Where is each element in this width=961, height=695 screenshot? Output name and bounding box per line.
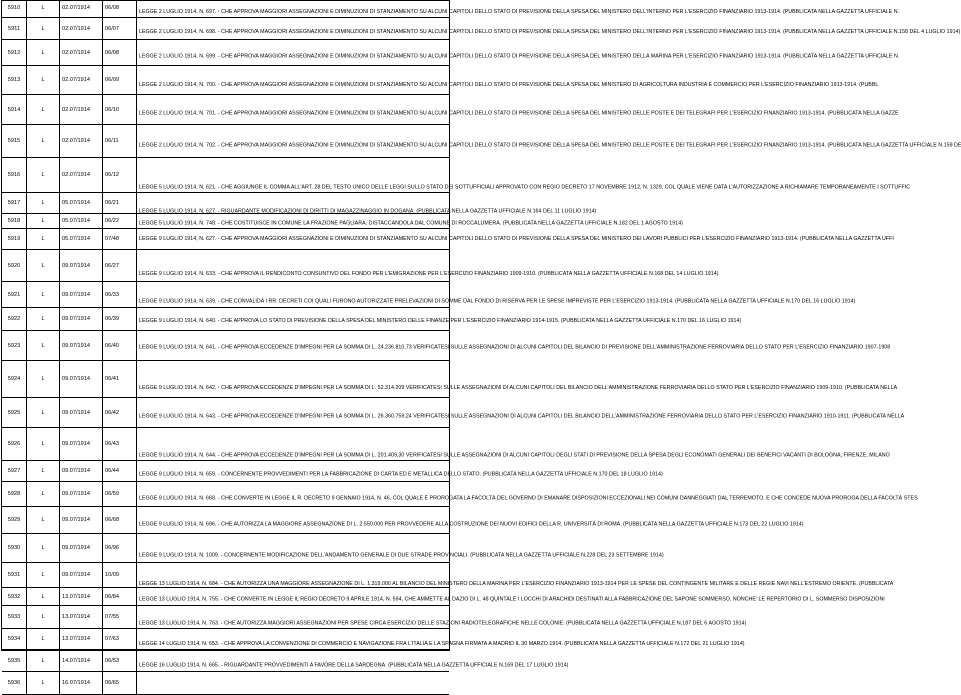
record-type-cell-text: L: [41, 517, 45, 523]
record-date-cell: [60, 250, 103, 281]
record-number-cell-text: 06/96: [105, 545, 119, 551]
record-number-cell: [103, 331, 137, 360]
record-type-cell: [27, 66, 60, 94]
record-number-cell-text: 06/44: [105, 468, 119, 474]
record-date-cell-text: 05.07/1914: [62, 200, 90, 206]
record-number-cell: [103, 482, 137, 506]
record-id-cell-text: 5932: [7, 593, 21, 600]
record-id-cell: [2, 507, 27, 533]
record-id-cell: [2, 193, 27, 213]
record-id-cell: [2, 18, 27, 39]
record-date-cell-text: 09.07/1914: [62, 376, 90, 382]
record-type-cell-text: L: [41, 572, 45, 578]
record-type-cell-text: L: [41, 342, 45, 349]
record-type-cell: [27, 331, 60, 360]
record-id-cell-text: 5935: [7, 657, 21, 664]
record-id-cell-text: 5929: [7, 517, 21, 523]
record-type-cell: [27, 398, 60, 427]
record-type-cell-text: L: [41, 218, 45, 224]
record-number-cell-text: 06/27: [105, 262, 119, 269]
record-date-cell-text: 09.07/1914: [62, 291, 90, 298]
record-description-cell-text: LEGGE 9 LUGLIO 1914, N. 668. - CHE CONVERTE IN LEGGE IL R. DECRETO 9 GENNAIO 1914, N. 46, COL QUALE È PROROGATA LA FACOLTÀ DEL GOVERNO DI EMANARE DISPOSIZIONI ECCEZIONALI NEI COMUNI DANNEGGIATI DAL TERREMOTO, E CHE CONCEDE NUOVA PROROGA DELLA FACOLTÀ STES: [139, 495, 918, 502]
record-description-cell-text: LEGGE 2 LUGLIO 1914, N. 701. - CHE APPROVA MAGGIORI ASSEGNAZIONI E DIMINUZIONI DI STANZIAMENTO SU ALCUNI CAPITOLI DELLO STATO DI PREVISIONE DELLA SPESA DEL MINISTERO DELLE POSTE E DEI TELEGRAFI PER L'ESERCIZIO FINANZIARIO 1913-1914. (PUBBLICATA NELLA GAZZE: [139, 110, 899, 117]
record-id-cell: [2, 95, 27, 124]
record-description-cell-text: LEGGE 5 LUGLIO 1914, N. 748. - CHE COSTITUISCE IN COMUNE LA FRAZIONE PAGLIARA, DISTACCANDOLA DAL COMUNE DI ROCCALUMERA. (PUBBLICATA NELLA GAZZETTA UFFICIALE N.182 DEL 1 AGOSTO 1914): [139, 220, 683, 227]
record-number-cell: [103, 361, 137, 397]
record-date-cell-text: 09.07/1914: [62, 441, 90, 447]
record-type-cell: [27, 125, 60, 157]
record-id-cell-text: 5923: [7, 342, 21, 349]
record-date-cell-text: 09.07/1914: [62, 342, 90, 349]
record-id-cell: [2, 282, 27, 307]
record-type-cell-text: L: [41, 680, 45, 686]
record-type-cell: [27, 0, 60, 17]
record-type-cell: [27, 461, 60, 481]
record-type-cell-text: L: [41, 236, 45, 242]
record-number-cell: [103, 563, 137, 587]
record-number-cell-text: 06/12: [105, 172, 119, 178]
record-number-cell-text: 06/07: [105, 25, 119, 32]
record-date-cell: [60, 40, 103, 65]
record-id-cell-text: 5921: [7, 291, 21, 298]
record-type-cell-text: L: [41, 4, 45, 11]
record-date-cell-text: 09.07/1914: [62, 545, 90, 551]
record-date-cell-text: 16.07/1914: [62, 680, 90, 686]
record-description-cell-text: LEGGE 13 LUGLIO 1914, N. 755. - CHE CONVERTE IN LEGGE IL REGIO DECRETO 9 APRILE 1914, N. 594, CHE AMMETTE AL DAZIO DI L. 48 QUINTALE I LOCCHI DI ARACHIDI DESTINATI ALLA FABBRICAZIONE DEL SAPONE SOMMERSO, NONCHE' LE REPERTORIO DI L. SOMMERSO DISPOSIZIONI: [139, 596, 885, 603]
record-description-cell-text: LEGGE 9 LUGLIO 1914, N. 633. - CHE APPROVA IL RENDICONTO CONSUNTIVO DEL FONDO PER L'EMIGRAZIONE PER L'ESERCIZIO FINANZIARIO 1909-1910. (PUBBLICATA NELLA GAZZETTA UFFICIALE N.168 DEL 14 LUGLIO 1914): [139, 271, 719, 277]
record-number-cell: [103, 125, 137, 157]
record-date-cell: [60, 563, 103, 587]
record-number-cell: [103, 672, 137, 694]
record-type-cell-text: L: [41, 614, 45, 620]
record-number-cell-text: 06/53: [105, 657, 119, 664]
record-type-cell-text: L: [41, 441, 45, 447]
record-number-cell-text: 07/63: [105, 636, 119, 642]
record-id-cell: [2, 629, 27, 649]
record-number-cell-text: 10/09: [105, 572, 119, 578]
record-id-cell: [2, 229, 27, 249]
record-id-cell-text: 5933: [7, 614, 21, 620]
records-table: [1, 0, 961, 686]
record-type-cell-text: L: [41, 657, 45, 664]
record-id-cell: [2, 606, 27, 628]
record-number-cell: [103, 250, 137, 281]
record-number-cell-text: 06/08: [105, 4, 119, 11]
record-date-cell-text: 02.07/1914: [62, 106, 90, 113]
record-type-cell-text: L: [41, 545, 45, 551]
record-date-cell-text: 09.07/1914: [62, 409, 90, 416]
record-id-cell-text: 5920: [7, 262, 21, 269]
record-type-cell-text: L: [41, 25, 45, 32]
record-date-cell: [60, 606, 103, 628]
record-number-cell: [103, 588, 137, 605]
record-type-cell-text: L: [41, 593, 45, 600]
record-number-cell-text: 06/10: [105, 106, 119, 113]
record-number-cell-text: 06/84: [105, 593, 119, 600]
record-description-cell-text: LEGGE 9 LUGLIO 1914, N. 640. - CHE APPROVA LO STATO DI PREVISIONE DELLA SPESA DEL MINISTERO DELLE FINANZE PER L'ESERCIZIO FINANZIARIO 1914-1915. (PUBBLICATA NELLA GAZZETTA UFFICIALE N.170 DEL 16 LUGLIO 1914): [139, 318, 742, 324]
record-description-cell-text: LEGGE 13 LUGLIO 1914, N. 684. - CHE AUTORIZZA UNA MAGGIORE ASSEGNAZIONE DI L. 1.319.000 AL BILANCIO DEL MINISTERO DELLA MARINA PER L'ESERCIZIO FINANZIARIO 1913-1914 PER LE SPESE DEL CONTINGENTE MILITARE E DELLE REGIE NAVI NELL'ESTREMO ORIENTE. (PUBBLICATA: [139, 581, 894, 587]
record-date-cell: [60, 193, 103, 213]
record-number-cell-text: 06/08: [105, 49, 119, 56]
record-id-cell: [2, 40, 27, 65]
record-date-cell: [60, 461, 103, 481]
record-id-cell-text: 5911: [7, 25, 21, 32]
record-description-cell-text: LEGGE 2 LUGLIO 1914, N. 702. - CHE APPROVA MAGGIORI ASSEGNAZIONI E DIMINUZIONI DI STANZIAMENTO SU ALCUNI CAPITOLI DELLO STATO DI PREVISIONE DELLA SPESA DEL MINISTERO DELLE POSTE E DEI TELEGRAFI PER L'ESERCIZIO FINANZIARIO 1913-1914. (PUBBLICATA NELLA GAZZETTA UFFICIALE N.159 DE: [139, 142, 961, 149]
record-type-cell: [27, 507, 60, 533]
record-date-cell: [60, 507, 103, 533]
record-date-cell: [60, 95, 103, 124]
record-date-cell-text: 05.07/1914: [62, 218, 90, 224]
record-type-cell: [27, 282, 60, 307]
record-number-cell-text: 06/22: [105, 218, 119, 224]
record-type-cell: [27, 482, 60, 506]
record-id-cell: [2, 650, 27, 671]
record-description-cell-text: LEGGE 9 LUGLIO 1914, N. 639. - CHE CONVALIDA I RR. DECRETI COI QUALI FURONO AUTORIZZATE PRELEVAZIONI DI SOMME DAL FONDO DI RISERVA PER LE SPESE IMPREVISTE PER L'ESERCIZIO 1913-1914. (PUBBLICATA NELLA GAZZETTA UFFICIALE N.170 DEL 16 LUGLIO 1914): [139, 298, 856, 305]
record-number-cell: [103, 398, 137, 427]
table-row: [2, 662, 569, 695]
record-id-cell-text: 5926: [7, 441, 21, 447]
record-id-cell: [2, 534, 27, 562]
record-date-cell-text: 05.07/1914: [62, 236, 90, 242]
record-date-cell-text: 02.07/1914: [62, 25, 90, 32]
record-date-cell-text: 02.07/1914: [62, 77, 90, 83]
record-type-cell-text: L: [41, 106, 45, 113]
record-description-cell-text: LEGGE 9 LUGLIO 1914, N. 696. - CHE AUTORIZZA LA MAGGIORE ASSEGNAZIONE DI L. 2.550.000 PER PROVVEDERE ALLA COSTRUZIONE DEI NUOVI EDIFICI DELLA R. UNIVERSITÀ DI ROMA. (PUBBLICATA NELLA GAZZETTA UFFICIALE N.173 DEL 22 LUGLIO 1914): [139, 521, 804, 528]
record-type-cell: [27, 308, 60, 330]
record-type-cell: [27, 250, 60, 281]
record-id-cell-text: 5913: [7, 77, 21, 83]
record-id-cell: [2, 482, 27, 506]
record-number-cell: [103, 308, 137, 330]
record-number-cell-text: 06/21: [105, 200, 119, 206]
record-id-cell-text: 5931: [7, 572, 21, 578]
record-date-cell: [60, 534, 103, 562]
record-type-cell: [27, 193, 60, 213]
record-number-cell: [103, 428, 137, 460]
record-date-cell: [60, 588, 103, 605]
record-description-cell-text: LEGGE 9 LUGLIO 1914, N. 1009. - CONCERNENTE MODIFICAZIONE DELL'ANDAMENTO GENERALE DI DUE STRADE PROVINCIALI. (PUBBLICATA NELLA GAZZETTA UFFICIALE N.228 DEL 23 SETTEMBRE 1914): [139, 552, 664, 559]
record-type-cell: [27, 606, 60, 628]
record-id-cell-text: 5925: [7, 409, 21, 416]
record-type-cell: [27, 229, 60, 249]
record-id-cell: [2, 563, 27, 587]
record-type-cell: [27, 672, 60, 694]
record-id-cell: [2, 672, 27, 694]
record-description-cell-text: LEGGE 16 LUGLIO 1914, N. 665. - RIGUARDANTE PROVVEDIMENTI A FAVORE DELLA SARDEGNA. (PUBBLICATA NELLA GAZZETTA UFFICIALE N.169 DEL 17 LUGLIO 1914): [139, 662, 569, 669]
record-type-cell: [27, 214, 60, 228]
record-date-cell: [60, 482, 103, 506]
record-number-cell: [103, 66, 137, 94]
record-number-cell-text: 07/55: [105, 614, 119, 620]
record-number-cell: [103, 193, 137, 213]
record-date-cell-text: 13.07/1914: [62, 593, 90, 600]
record-date-cell: [60, 282, 103, 307]
record-date-cell-text: 13.07/1914: [62, 614, 90, 620]
record-id-cell-text: 5914: [7, 106, 21, 113]
record-description-cell: [137, 662, 569, 694]
record-description-cell-text: LEGGE 5 LUGLIO 1914, N. 627. - RIGUARDANTE MODIFICAZIONI DI DIRITTI DI MAGAZZINAGGIO IN DOGANA. (PUBBLICATA NELLA GAZZETTA UFFICIALE N.164 DEL 11 LUGLIO 1914): [139, 208, 597, 215]
record-type-cell-text: L: [41, 409, 45, 416]
record-id-cell-text: 5928: [7, 491, 21, 497]
record-id-cell: [2, 250, 27, 281]
record-number-cell: [103, 40, 137, 65]
record-date-cell-text: 02.07/1914: [62, 172, 90, 178]
record-type-cell: [27, 629, 60, 649]
record-number-cell-text: 06/59: [105, 491, 119, 497]
record-number-cell: [103, 95, 137, 124]
record-date-cell-text: 09.07/1914: [62, 316, 90, 322]
record-description-cell-text: LEGGE 2 LUGLIO 1914, N. 700. - CHE APPROVA MAGGIORI ASSEGNAZIONI E DIMINUZIONI DI STANZIAMENTO SU ALCUNI CAPITOLI DELLO STATO DI PREVISIONE DELLA SPESA DEL MINISTERO DI AGRICOLTURA INDUSTRIA E COMMERCIO PER L'ESERCIZIO FINANZIARIO 1913-1914. (PUBBL: [139, 82, 879, 88]
record-date-cell: [60, 18, 103, 39]
record-date-cell: [60, 308, 103, 330]
record-date-cell: [60, 398, 103, 427]
record-number-cell-text: 06/65: [105, 680, 119, 686]
record-description-cell-text: LEGGE 5 LUGLIO 1914, N. 621. - CHE AGGIUNGE IL COMMA ALL'ART. 28 DEL TESTO UNICO DELLE LEGGI SULLO STATO DEI SOTTUFFICIALI APPROVATO CON REGIO DECRETO 17 NOVEMBRE 1912, N. 1329, COL QUALE VIENE DATA L'AUTORIZZAZIONE A RICHIAMARE TEMPORANEAMENTE I SOTTUFFIC: [139, 184, 911, 191]
record-date-cell-text: 09.07/1914: [62, 468, 90, 474]
record-id-cell-text: 5922: [7, 316, 21, 322]
record-date-cell-text: 02.07/1914: [62, 138, 90, 144]
record-type-cell: [27, 18, 60, 39]
record-number-cell-text: 06/09: [105, 77, 119, 83]
record-number-cell-text: 06/68: [105, 517, 119, 523]
record-id-cell: [2, 66, 27, 94]
record-description-cell-text: LEGGE 9 LUGLIO 1914, N. 642. - CHE APPROVA ECCEDENZE D'IMPEGNI PER LA SOMMA DI L. 52.314.209 VERIFICATESI SULLE ASSEGNAZIONI DI ALCUNI CAPITOLI DEL BILANCIO DELL'AMMINISTRAZIONE FERROVIARIA DELLO STATO PER L'ESERCIZIO FINANZIARIO 1909-1910. (PUBBLICATA NELLA: [139, 385, 898, 391]
record-id-cell: [2, 214, 27, 228]
record-date-cell: [60, 672, 103, 694]
record-description-cell-text: LEGGE 9 LUGLIO 1914, N. 659. - CONCERNENTE PROVVEDIMENTI PER LA FABBRICAZIONE DI CARTA ED E METALLICA DELLO STATO. (PUBBLICATA NELLA GAZZETTA UFFICIALE N.170 DEL 18 LUGLIO 1914): [139, 471, 663, 478]
record-date-cell: [60, 629, 103, 649]
record-type-cell-text: L: [41, 138, 45, 144]
record-date-cell: [60, 428, 103, 460]
record-date-cell: [60, 125, 103, 157]
record-description-cell-text: LEGGE 13 LUGLIO 1914, N. 763. - CHE AUTORIZZA MAGGIORI ASSEGNAZIONI PER SPESE CIRCA ESERCIZIO DELLE STAZIONI RADIOTELEGRAFICHE NELLE COLONIE. (PUBBLICATA NELLA GAZZETTA UFFICIALE N.187 DEL 6 AGOSTO 1914): [139, 620, 747, 627]
record-number-cell: [103, 18, 137, 39]
record-id-cell-text: 5936: [7, 680, 21, 686]
record-number-cell: [103, 507, 137, 533]
record-date-cell-text: 09.07/1914: [62, 491, 90, 497]
record-type-cell-text: L: [41, 77, 45, 83]
record-number-cell-text: 06/33: [105, 291, 119, 298]
record-number-cell: [103, 606, 137, 628]
record-date-cell-text: 09.07/1914: [62, 517, 90, 523]
record-number-cell: [103, 282, 137, 307]
record-number-cell: [103, 0, 137, 17]
record-date-cell-text: 14.07/1914: [62, 657, 90, 664]
record-type-cell: [27, 158, 60, 192]
record-description-cell-text: LEGGE 9 LUGLIO 1914, N. 627. - CHE APPROVA MAGGIORI ASSEGNAZIONI E DIMINUZIONI DI STANZIAMENTO SU ALCUNI CAPITOLI DELLO STATO DI PREVISIONE DELLA SPESA DEL MINISTERO DEI LAVORI PUBBLICI PER L'ESERCIZIO FINANZIARIO 1913-1914. (PUBBLICATA NELLA GAZZETTA UFFI: [139, 236, 894, 242]
record-description-cell-text: [139, 0, 447, 8]
record-id-cell: [2, 461, 27, 481]
record-number-cell: [103, 214, 137, 228]
record-type-cell: [27, 361, 60, 397]
record-number-cell: [103, 229, 137, 249]
record-type-cell: [27, 588, 60, 605]
record-description-cell-text: LEGGE 2 LUGLIO 1914, N. 699. - CHE APPROVA MAGGIORI ASSEGNAZIONI E DIMINUZIONI DI STANZIAMENTO SU ALCUNI CAPITOLI DELLO STATO DI PREVISIONE DELLA SPESA DEL MINISTERO DELLA MARINA PER L'ESERCIZIO FINANZIARIO 1913-1914. (PUBBLICATA NELLA GAZZETTA UFFICIALE N.: [139, 53, 900, 60]
record-date-cell-text: 02.07/1914: [62, 49, 90, 56]
record-id-cell-text: 5915: [7, 138, 21, 144]
record-description-cell-text: LEGGE 14 LUGLIO 1914, N. 653. - CHE APPROVA LA CONVENZIONE DI COMMERCIO E NAVIGAZIONE FRA L'ITALIA E LA SPAGNA FIRMATA A MADRID IL 30 MARZO 1914. (PUBBLICATA NELLA GAZZETTA UFFICIALE N.172 DEL 21 LUGLIO 1914): [139, 641, 745, 647]
record-date-cell-text: 13.07/1914: [62, 636, 90, 642]
record-type-cell-text: L: [41, 262, 45, 269]
record-date-cell: [60, 650, 103, 671]
record-number-cell: [103, 650, 137, 671]
record-number-cell-text: 07/48: [105, 236, 119, 242]
record-id-cell: [2, 331, 27, 360]
record-id-cell: [2, 588, 27, 605]
record-date-cell-text: 02.07/1914: [62, 4, 90, 11]
record-number-cell: [103, 461, 137, 481]
record-description-cell-text: LEGGE 9 LUGLIO 1914, N. 644. - CHE APPROVA ECCEDENZE D'IMPEGNI PER LA SOMMA DI L. 201.409,30 VERIFICATESI SULLE ASSEGNAZIONI DI ALCUNI CAPITOLI DEGLI STATI DI PREVISIONE DELLA SPESA DEGLI ECONOMATI GENERALI DEI BENEFICI VACANTI DI BOLOGNA, FIRENZE, MILANO: [139, 452, 890, 459]
record-date-cell: [60, 0, 103, 17]
record-number-cell: [103, 629, 137, 649]
record-number-cell-text: 06/41: [105, 376, 119, 382]
record-id-cell-text: 5912: [7, 49, 21, 56]
record-type-cell: [27, 95, 60, 124]
record-id-cell: [2, 125, 27, 157]
record-number-cell: [103, 158, 137, 192]
record-description-cell-text: LEGGE 9 LUGLIO 1914, N. 643. - CHE APPROVA ECCEDENZE D'IMPEGNI PER LA SOMMA DI L. 26.360.759,24 VERIFICATESI SULLE ASSEGNAZIONI DI ALCUNI CAPITOLI DEL BILANCIO DELL'AMMINISTRAZIONE FERROVIARIA DELLO STATO PER L'ESERCIZIO FINANZIARIO 1910-1911. (PUBBLICATA NELLA: [139, 413, 905, 420]
record-number-cell-text: 06/39: [105, 316, 119, 322]
record-description-cell-text: LEGGE 9 LUGLIO 1914, N. 641. - CHE APPROVA ECCEDENZE D'IMPEGNI PER LA SOMMA DI L. 24.236.810,73 VERIFICATESI SULLE ASSEGNAZIONI DI ALCUNI CAPITOLI DEL BILANCIO DI PREVISIONE DELL'AMMINISTRAZIONE FERROVIARIA DELLO STATO PER L'ESERCIZIO FINANZIARIO 1907-1908: [139, 344, 891, 351]
record-type-cell-text: L: [41, 49, 45, 56]
record-type-cell-text: L: [41, 636, 45, 642]
record-date-cell: [60, 229, 103, 249]
record-id-cell-text: 5934: [7, 636, 21, 642]
record-type-cell: [27, 650, 60, 671]
record-id-cell: [2, 158, 27, 192]
record-id-cell-text: 5918: [7, 218, 21, 224]
record-id-cell-text: 5917: [7, 200, 21, 206]
record-date-cell: [60, 214, 103, 228]
record-id-cell-text: 5927: [7, 468, 21, 474]
record-id-cell: [2, 0, 27, 17]
record-type-cell: [27, 534, 60, 562]
record-description-cell-text: LEGGE 2 LUGLIO 1914, N. 698. - CHE APPROVA MAGGIORI ASSEGNAZIONI E DIMINUZIONI DI STANZIAMENTO SU ALCUNI CAPITOLI DELLO STATO DI PREVISIONE DELLA SPESA DEL MINISTERO DELL'INTERNO PER L'ESERCIZIO FINANZIARIO 1913-1914. (PUBBLICATA NELLA GAZZETTA UFFICIALE N.158 DEL 4 LUGLIO 1914): [139, 29, 961, 35]
record-type-cell: [27, 563, 60, 587]
record-id-cell-text: 5916: [7, 172, 21, 178]
record-date-cell: [60, 331, 103, 360]
record-type-cell: [27, 428, 60, 460]
record-type-cell-text: L: [41, 376, 45, 382]
record-type-cell-text: L: [41, 491, 45, 497]
record-date-cell: [60, 361, 103, 397]
record-id-cell-text: 5930: [7, 545, 21, 551]
record-date-cell-text: 09.07/1914: [62, 572, 90, 578]
record-number-cell-text: 06/40: [105, 342, 119, 349]
record-number-cell-text: 06/43: [105, 441, 119, 447]
record-number-cell: [103, 534, 137, 562]
record-id-cell: [2, 428, 27, 460]
record-date-cell: [60, 66, 103, 94]
record-number-cell-text: 06/11: [105, 138, 119, 144]
record-type-cell: [27, 40, 60, 65]
record-number-cell-text: 06/42: [105, 409, 119, 416]
record-date-cell-text: 09.07/1914: [62, 262, 90, 269]
record-type-cell-text: L: [41, 172, 45, 178]
record-type-cell-text: L: [41, 291, 45, 298]
record-id-cell-text: 5919: [7, 236, 21, 242]
record-id-cell-text: 5910: [7, 4, 21, 11]
record-id-cell: [2, 308, 27, 330]
record-id-cell: [2, 398, 27, 427]
record-id-cell: [2, 361, 27, 397]
record-date-cell: [60, 158, 103, 192]
record-type-cell-text: L: [41, 200, 45, 206]
record-id-cell-text: 5924: [7, 376, 21, 382]
record-description-cell-text: LEGGE 2 LUGLIO 1914, N. 697. - CHE APPROVA MAGGIORI ASSEGNAZIONI E DIMINUZIONI DI STANZIAMENTO SU ALCUNI CAPITOLI DELLO STATO DI PREVISIONE DELLA SPESA DEL MINISTERO DELL'INTERNO PER L'ESERCIZIO FINANZIARIO 1913-1914. (PUBBLICATA NELLA GAZZETTA UFFICIALE N.: [139, 9, 900, 15]
record-type-cell-text: L: [41, 316, 45, 322]
record-type-cell-text: L: [41, 468, 45, 474]
